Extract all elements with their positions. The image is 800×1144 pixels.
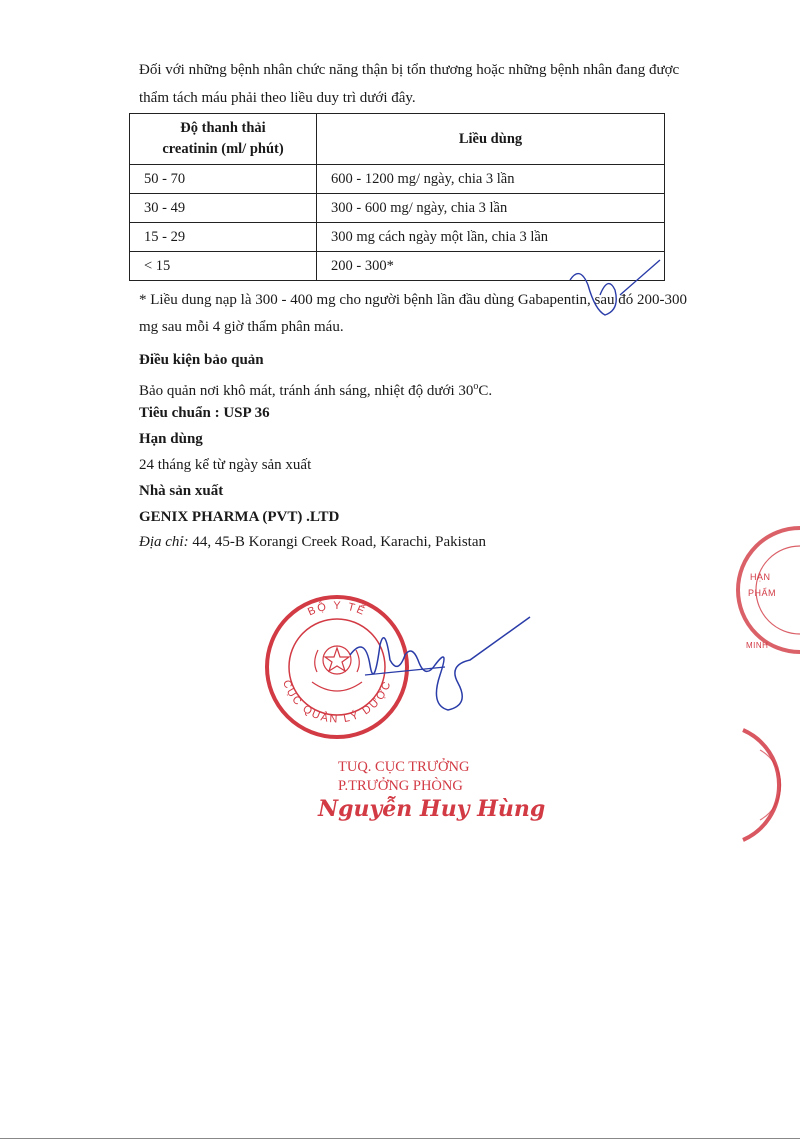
storage-heading: Điều kiện bảo quản: [139, 352, 264, 368]
stamp-top-text: BỘ Y TẾ: [306, 599, 368, 619]
header-clearance-line-1: Độ thanh thải: [180, 120, 266, 136]
storage-unit: C.: [478, 383, 493, 399]
signature-title-1: TUQ. CỤC TRƯỞNG: [338, 759, 470, 775]
table-row: [130, 223, 665, 252]
storage-text: [139, 377, 492, 401]
clearance-cell: 50 - 70: [130, 165, 317, 194]
dose-cell: 300 mg cách ngày một lần, chia 3 lần: [317, 223, 665, 252]
intro-line-2: thẩm tách máu phải theo liều duy trì dưới đây.: [139, 90, 416, 106]
manufacturer-address: [139, 532, 486, 552]
dose-cell: 300 - 600 mg/ ngày, chia 3 lần: [317, 194, 665, 223]
signature-scribble: [330, 605, 540, 725]
svg-text:MINH: MINH: [746, 641, 769, 650]
storage-text-main: Bảo quản nơi khô mát, tránh ánh sáng, nhiệt độ dưới 30: [139, 383, 474, 399]
address-value: 44, 45-B Korangi Creek Road, Karachi, Pakistan: [192, 534, 487, 550]
storage-degree: o: [473, 381, 479, 392]
table-row: [130, 165, 665, 194]
standard-text: Tiêu chuẩn : USP 36: [139, 405, 270, 421]
stamp-bottom-text: CỤC QUẢN LÝ DƯỢC: [280, 678, 394, 726]
company-stamp-partial-lower: [738, 720, 800, 850]
address-label: Địa chỉ:: [139, 534, 189, 550]
intro-line-1: Đối với những bệnh nhân chức năng thận bị tổn thương hoặc những bệnh nhân đang được: [139, 62, 680, 78]
table-row: [130, 194, 665, 223]
header-clearance-line-2: creatinin (ml/ phút): [162, 141, 284, 157]
clearance-cell: 15 - 29: [130, 223, 317, 252]
svg-text:PHẨM: PHẨM: [748, 588, 777, 598]
table-header-row: [130, 114, 665, 165]
expiry-heading: Hạn dùng: [139, 431, 203, 447]
header-dose: Liều dùng: [317, 114, 665, 165]
clearance-cell: 30 - 49: [130, 194, 317, 223]
signature-title-2: P.TRƯỞNG PHÒNG: [338, 778, 463, 794]
manufacturer-heading: Nhà sản xuất: [139, 483, 224, 499]
svg-text:HẠN: HẠN: [750, 572, 771, 582]
footnote-line-2: mg sau mỗi 4 giờ thẩm phân máu.: [139, 319, 344, 335]
signatory-name: Nguyễn Huy Hùng: [318, 796, 546, 822]
bottom-edge-line: [0, 1138, 800, 1139]
header-clearance: [130, 114, 317, 165]
initials-mark: [560, 255, 670, 330]
expiry-text: 24 tháng kể từ ngày sản xuất: [139, 457, 312, 473]
company-stamp-partial: [720, 520, 800, 660]
clearance-cell: < 15: [130, 252, 317, 281]
dose-cell: 600 - 1200 mg/ ngày, chia 3 lần: [317, 165, 665, 194]
dose-cell: 200 - 300*: [317, 252, 665, 281]
footnote-line-1: * Liều dung nạp là 300 - 400 mg cho người bệnh lần đầu dùng Gabapentin, sau đó 200-300: [139, 292, 688, 308]
manufacturer-name: GENIX PHARMA (PVT) .LTD: [139, 509, 340, 525]
